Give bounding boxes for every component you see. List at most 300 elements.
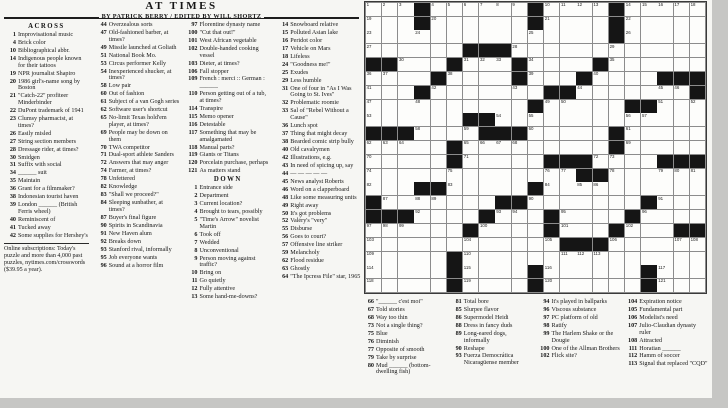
- grid-cell[interactable]: [414, 210, 429, 223]
- grid-cell[interactable]: [431, 86, 446, 99]
- grid-cell[interactable]: [641, 252, 656, 265]
- grid-cell[interactable]: [528, 141, 543, 154]
- grid-cell[interactable]: [609, 238, 624, 251]
- grid-cell[interactable]: [609, 265, 624, 278]
- grid-cell[interactable]: [382, 44, 397, 57]
- grid-cell[interactable]: [512, 169, 527, 182]
- grid-cell[interactable]: [609, 169, 624, 182]
- grid-cell[interactable]: [690, 196, 705, 209]
- grid-cell[interactable]: [398, 155, 413, 168]
- grid-cell[interactable]: [431, 238, 446, 251]
- grid-cell[interactable]: [544, 279, 559, 292]
- grid-cell[interactable]: [544, 72, 559, 85]
- grid-cell[interactable]: [593, 196, 608, 209]
- grid-cell[interactable]: [479, 279, 494, 292]
- grid-cell[interactable]: [576, 141, 591, 154]
- grid-cell[interactable]: [657, 17, 672, 30]
- grid-cell[interactable]: [512, 3, 527, 16]
- grid-cell[interactable]: [398, 3, 413, 16]
- grid-cell[interactable]: [609, 86, 624, 99]
- grid-cell[interactable]: [674, 100, 689, 113]
- grid-cell[interactable]: [674, 279, 689, 292]
- grid-cell[interactable]: [528, 196, 543, 209]
- grid-cell[interactable]: [447, 182, 462, 195]
- grid-cell[interactable]: [576, 210, 591, 223]
- grid-cell[interactable]: [382, 100, 397, 113]
- grid-cell[interactable]: [414, 113, 429, 126]
- grid-cell[interactable]: [398, 238, 413, 251]
- grid-cell[interactable]: [690, 265, 705, 278]
- grid-cell[interactable]: [609, 72, 624, 85]
- grid-cell[interactable]: [495, 169, 510, 182]
- grid-cell[interactable]: [414, 127, 429, 140]
- grid-cell[interactable]: [366, 72, 381, 85]
- grid-cell[interactable]: [609, 58, 624, 71]
- grid-cell[interactable]: [641, 58, 656, 71]
- grid-cell[interactable]: [528, 238, 543, 251]
- grid-cell[interactable]: [366, 252, 381, 265]
- grid-cell[interactable]: [641, 30, 656, 43]
- grid-cell[interactable]: [366, 44, 381, 57]
- grid-cell[interactable]: [544, 17, 559, 30]
- grid-cell[interactable]: [674, 113, 689, 126]
- grid-cell[interactable]: [414, 279, 429, 292]
- grid-cell[interactable]: [366, 86, 381, 99]
- grid-cell[interactable]: [431, 3, 446, 16]
- grid-cell[interactable]: [544, 238, 559, 251]
- grid-cell[interactable]: [625, 30, 640, 43]
- grid-cell[interactable]: [625, 58, 640, 71]
- grid-cell[interactable]: [593, 279, 608, 292]
- grid-cell[interactable]: [447, 113, 462, 126]
- grid-cell[interactable]: [479, 58, 494, 71]
- grid-cell[interactable]: [414, 169, 429, 182]
- grid-cell[interactable]: [576, 30, 591, 43]
- grid-cell[interactable]: [544, 127, 559, 140]
- grid-cell[interactable]: [657, 224, 672, 237]
- grid-cell[interactable]: [657, 252, 672, 265]
- grid-cell[interactable]: [463, 169, 478, 182]
- grid-cell[interactable]: [593, 113, 608, 126]
- grid-cell[interactable]: [625, 113, 640, 126]
- grid-cell[interactable]: [447, 127, 462, 140]
- grid-cell[interactable]: [560, 3, 575, 16]
- grid-cell[interactable]: [593, 17, 608, 30]
- grid-cell[interactable]: [674, 238, 689, 251]
- grid-cell[interactable]: [382, 141, 397, 154]
- grid-cell[interactable]: [641, 169, 656, 182]
- grid-cell[interactable]: [576, 182, 591, 195]
- grid-cell[interactable]: [641, 155, 656, 168]
- grid-cell[interactable]: [366, 279, 381, 292]
- grid-cell[interactable]: [398, 30, 413, 43]
- grid-cell[interactable]: [657, 44, 672, 57]
- grid-cell[interactable]: [609, 279, 624, 292]
- grid-cell[interactable]: [641, 210, 656, 223]
- grid-cell[interactable]: [447, 100, 462, 113]
- grid-cell[interactable]: [512, 238, 527, 251]
- grid-cell[interactable]: [576, 279, 591, 292]
- grid-cell[interactable]: [657, 182, 672, 195]
- grid-cell[interactable]: [528, 252, 543, 265]
- grid-cell[interactable]: [366, 238, 381, 251]
- grid-cell[interactable]: [382, 30, 397, 43]
- grid-cell[interactable]: [366, 100, 381, 113]
- grid-cell[interactable]: [593, 30, 608, 43]
- grid-cell[interactable]: [641, 3, 656, 16]
- grid-cell[interactable]: [431, 279, 446, 292]
- grid-cell[interactable]: [463, 30, 478, 43]
- grid-cell[interactable]: [366, 3, 381, 16]
- grid-cell[interactable]: [512, 141, 527, 154]
- grid-cell[interactable]: [674, 210, 689, 223]
- grid-cell[interactable]: [463, 252, 478, 265]
- grid-cell[interactable]: [544, 30, 559, 43]
- grid-cell[interactable]: [382, 196, 397, 209]
- grid-cell[interactable]: [625, 3, 640, 16]
- grid-cell[interactable]: [398, 182, 413, 195]
- grid-cell[interactable]: [463, 182, 478, 195]
- grid-cell[interactable]: [431, 113, 446, 126]
- grid-cell[interactable]: [398, 44, 413, 57]
- grid-cell[interactable]: [479, 30, 494, 43]
- grid-cell[interactable]: [625, 141, 640, 154]
- grid-cell[interactable]: [657, 3, 672, 16]
- grid-cell[interactable]: [625, 44, 640, 57]
- grid-cell[interactable]: [431, 58, 446, 71]
- grid-cell[interactable]: [495, 252, 510, 265]
- grid-cell[interactable]: [625, 279, 640, 292]
- grid-cell[interactable]: [431, 265, 446, 278]
- grid-cell[interactable]: [593, 210, 608, 223]
- grid-cell[interactable]: [576, 265, 591, 278]
- grid-cell[interactable]: [463, 100, 478, 113]
- grid-cell[interactable]: [463, 238, 478, 251]
- grid-cell[interactable]: [528, 86, 543, 99]
- grid-cell[interactable]: [479, 17, 494, 30]
- grid-cell[interactable]: [625, 127, 640, 140]
- grid-cell[interactable]: [625, 86, 640, 99]
- grid-cell[interactable]: [609, 252, 624, 265]
- grid-cell[interactable]: [674, 30, 689, 43]
- grid-cell[interactable]: [512, 182, 527, 195]
- grid-cell[interactable]: [382, 169, 397, 182]
- grid-cell[interactable]: [495, 224, 510, 237]
- grid-cell[interactable]: [576, 17, 591, 30]
- grid-cell[interactable]: [447, 44, 462, 57]
- grid-cell[interactable]: [382, 113, 397, 126]
- grid-cell[interactable]: [576, 113, 591, 126]
- grid-cell[interactable]: [512, 17, 527, 30]
- grid-cell[interactable]: [625, 238, 640, 251]
- grid-cell[interactable]: [641, 127, 656, 140]
- grid-cell[interactable]: [625, 72, 640, 85]
- grid-cell[interactable]: [447, 86, 462, 99]
- grid-cell[interactable]: [690, 44, 705, 57]
- grid-cell[interactable]: [495, 265, 510, 278]
- grid-cell[interactable]: [690, 182, 705, 195]
- grid-cell[interactable]: [609, 196, 624, 209]
- grid-cell[interactable]: [674, 127, 689, 140]
- grid-cell[interactable]: [560, 44, 575, 57]
- grid-cell[interactable]: [544, 113, 559, 126]
- grid-cell[interactable]: [431, 169, 446, 182]
- grid-cell[interactable]: [463, 279, 478, 292]
- grid-cell[interactable]: [414, 30, 429, 43]
- grid-cell[interactable]: [463, 17, 478, 30]
- grid-cell[interactable]: [641, 72, 656, 85]
- grid-cell[interactable]: [657, 127, 672, 140]
- grid-cell[interactable]: [674, 44, 689, 57]
- grid-cell[interactable]: [479, 100, 494, 113]
- grid-cell[interactable]: [447, 3, 462, 16]
- grid-cell[interactable]: [528, 113, 543, 126]
- grid-cell[interactable]: [674, 196, 689, 209]
- grid-cell[interactable]: [512, 100, 527, 113]
- grid-cell[interactable]: [544, 252, 559, 265]
- grid-cell[interactable]: [431, 210, 446, 223]
- grid-cell[interactable]: [382, 86, 397, 99]
- grid-cell[interactable]: [576, 3, 591, 16]
- grid-cell[interactable]: [414, 224, 429, 237]
- grid-cell[interactable]: [641, 238, 656, 251]
- grid-cell[interactable]: [641, 86, 656, 99]
- grid-cell[interactable]: [447, 72, 462, 85]
- grid-cell[interactable]: [690, 58, 705, 71]
- grid-cell[interactable]: [431, 224, 446, 237]
- grid-cell[interactable]: [495, 182, 510, 195]
- grid-cell[interactable]: [674, 265, 689, 278]
- grid-cell[interactable]: [382, 279, 397, 292]
- grid-cell[interactable]: [431, 100, 446, 113]
- grid-cell[interactable]: [479, 196, 494, 209]
- grid-cell[interactable]: [657, 113, 672, 126]
- grid-cell[interactable]: [674, 3, 689, 16]
- grid-cell[interactable]: [528, 224, 543, 237]
- grid-cell[interactable]: [382, 3, 397, 16]
- grid-cell[interactable]: [657, 86, 672, 99]
- grid-cell[interactable]: [576, 100, 591, 113]
- grid-cell[interactable]: [560, 169, 575, 182]
- grid-cell[interactable]: [528, 30, 543, 43]
- grid-cell[interactable]: [479, 72, 494, 85]
- grid-cell[interactable]: [576, 127, 591, 140]
- grid-cell[interactable]: [431, 141, 446, 154]
- grid-cell[interactable]: [544, 100, 559, 113]
- grid-cell[interactable]: [625, 155, 640, 168]
- grid-cell[interactable]: [544, 265, 559, 278]
- grid-cell[interactable]: [431, 17, 446, 30]
- grid-cell[interactable]: [366, 141, 381, 154]
- grid-cell[interactable]: [560, 265, 575, 278]
- grid-cell[interactable]: [641, 182, 656, 195]
- grid-cell[interactable]: [414, 238, 429, 251]
- grid-cell[interactable]: [463, 141, 478, 154]
- grid-cell[interactable]: [495, 3, 510, 16]
- grid-cell[interactable]: [625, 265, 640, 278]
- grid-cell[interactable]: [398, 17, 413, 30]
- grid-cell[interactable]: [690, 127, 705, 140]
- grid-cell[interactable]: [593, 182, 608, 195]
- grid-cell[interactable]: [495, 72, 510, 85]
- grid-cell[interactable]: [479, 182, 494, 195]
- grid-cell[interactable]: [398, 58, 413, 71]
- grid-cell[interactable]: [512, 279, 527, 292]
- grid-cell[interactable]: [593, 100, 608, 113]
- grid-cell[interactable]: [398, 169, 413, 182]
- grid-cell[interactable]: [560, 196, 575, 209]
- grid-cell[interactable]: [431, 252, 446, 265]
- grid-cell[interactable]: [431, 30, 446, 43]
- grid-cell[interactable]: [398, 141, 413, 154]
- grid-cell[interactable]: [560, 182, 575, 195]
- grid-cell[interactable]: [690, 252, 705, 265]
- grid-cell[interactable]: [544, 141, 559, 154]
- grid-cell[interactable]: [512, 265, 527, 278]
- grid-cell[interactable]: [641, 113, 656, 126]
- grid-cell[interactable]: [495, 30, 510, 43]
- grid-cell[interactable]: [528, 58, 543, 71]
- grid-cell[interactable]: [398, 113, 413, 126]
- grid-cell[interactable]: [674, 169, 689, 182]
- grid-cell[interactable]: [382, 155, 397, 168]
- grid-cell[interactable]: [398, 100, 413, 113]
- grid-cell[interactable]: [447, 224, 462, 237]
- grid-cell[interactable]: [495, 58, 510, 71]
- grid-cell[interactable]: [690, 17, 705, 30]
- grid-cell[interactable]: [576, 58, 591, 71]
- grid-cell[interactable]: [447, 238, 462, 251]
- grid-cell[interactable]: [641, 141, 656, 154]
- grid-cell[interactable]: [463, 210, 478, 223]
- grid-cell[interactable]: [544, 58, 559, 71]
- grid-cell[interactable]: [657, 265, 672, 278]
- grid-cell[interactable]: [544, 196, 559, 209]
- grid-cell[interactable]: [544, 44, 559, 57]
- grid-cell[interactable]: [447, 169, 462, 182]
- grid-cell[interactable]: [512, 30, 527, 43]
- grid-cell[interactable]: [674, 17, 689, 30]
- grid-cell[interactable]: [560, 113, 575, 126]
- grid-cell[interactable]: [512, 44, 527, 57]
- grid-cell[interactable]: [560, 100, 575, 113]
- grid-cell[interactable]: [479, 224, 494, 237]
- grid-cell[interactable]: [414, 100, 429, 113]
- grid-cell[interactable]: [674, 182, 689, 195]
- grid-cell[interactable]: [463, 72, 478, 85]
- grid-cell[interactable]: [479, 155, 494, 168]
- grid-cell[interactable]: [414, 196, 429, 209]
- grid-cell[interactable]: [463, 127, 478, 140]
- grid-cell[interactable]: [609, 100, 624, 113]
- grid-cell[interactable]: [479, 238, 494, 251]
- grid-cell[interactable]: [641, 17, 656, 30]
- grid-cell[interactable]: [625, 169, 640, 182]
- grid-cell[interactable]: [593, 72, 608, 85]
- grid-cell[interactable]: [657, 196, 672, 209]
- grid-cell[interactable]: [495, 238, 510, 251]
- grid-cell[interactable]: [576, 196, 591, 209]
- grid-cell[interactable]: [366, 224, 381, 237]
- grid-cell[interactable]: [690, 238, 705, 251]
- grid-cell[interactable]: [690, 210, 705, 223]
- grid-cell[interactable]: [495, 279, 510, 292]
- grid-cell[interactable]: [609, 182, 624, 195]
- grid-cell[interactable]: [625, 196, 640, 209]
- grid-cell[interactable]: [495, 141, 510, 154]
- grid-cell[interactable]: [414, 72, 429, 85]
- grid-cell[interactable]: [690, 279, 705, 292]
- grid-cell[interactable]: [512, 252, 527, 265]
- grid-cell[interactable]: [690, 113, 705, 126]
- grid-cell[interactable]: [576, 44, 591, 57]
- grid-cell[interactable]: [593, 3, 608, 16]
- grid-cell[interactable]: [447, 30, 462, 43]
- grid-cell[interactable]: [560, 127, 575, 140]
- grid-cell[interactable]: [625, 182, 640, 195]
- grid-cell[interactable]: [609, 44, 624, 57]
- grid-cell[interactable]: [560, 72, 575, 85]
- grid-cell[interactable]: [382, 265, 397, 278]
- grid-cell[interactable]: [398, 72, 413, 85]
- grid-cell[interactable]: [414, 265, 429, 278]
- grid-cell[interactable]: [398, 86, 413, 99]
- grid-cell[interactable]: [463, 155, 478, 168]
- grid-cell[interactable]: [366, 30, 381, 43]
- grid-cell[interactable]: [447, 17, 462, 30]
- grid-cell[interactable]: [593, 44, 608, 57]
- grid-cell[interactable]: [366, 265, 381, 278]
- grid-cell[interactable]: [479, 86, 494, 99]
- grid-cell[interactable]: [609, 155, 624, 168]
- grid-cell[interactable]: [641, 44, 656, 57]
- grid-cell[interactable]: [593, 265, 608, 278]
- grid-cell[interactable]: [495, 155, 510, 168]
- grid-cell[interactable]: [690, 169, 705, 182]
- grid-cell[interactable]: [560, 210, 575, 223]
- grid-cell[interactable]: [576, 224, 591, 237]
- grid-cell[interactable]: [560, 30, 575, 43]
- grid-cell[interactable]: [593, 252, 608, 265]
- grid-cell[interactable]: [544, 3, 559, 16]
- grid-cell[interactable]: [495, 113, 510, 126]
- grid-cell[interactable]: [398, 196, 413, 209]
- grid-cell[interactable]: [657, 210, 672, 223]
- grid-cell[interactable]: [560, 58, 575, 71]
- grid-cell[interactable]: [674, 86, 689, 99]
- grid-cell[interactable]: [398, 279, 413, 292]
- grid-cell[interactable]: [495, 17, 510, 30]
- grid-cell[interactable]: [690, 100, 705, 113]
- grid-cell[interactable]: [479, 3, 494, 16]
- grid-cell[interactable]: [512, 155, 527, 168]
- grid-cell[interactable]: [414, 141, 429, 154]
- grid-cell[interactable]: [463, 265, 478, 278]
- grid-cell[interactable]: [463, 196, 478, 209]
- grid-cell[interactable]: [414, 58, 429, 71]
- grid-cell[interactable]: [431, 127, 446, 140]
- grid-cell[interactable]: [657, 30, 672, 43]
- grid-cell[interactable]: [463, 58, 478, 71]
- grid-cell[interactable]: [366, 182, 381, 195]
- grid-cell[interactable]: [479, 252, 494, 265]
- grid-cell[interactable]: [560, 279, 575, 292]
- grid-cell[interactable]: [512, 113, 527, 126]
- grid-cell[interactable]: [657, 169, 672, 182]
- grid-cell[interactable]: [479, 141, 494, 154]
- grid-cell[interactable]: [528, 155, 543, 168]
- grid-cell[interactable]: [431, 44, 446, 57]
